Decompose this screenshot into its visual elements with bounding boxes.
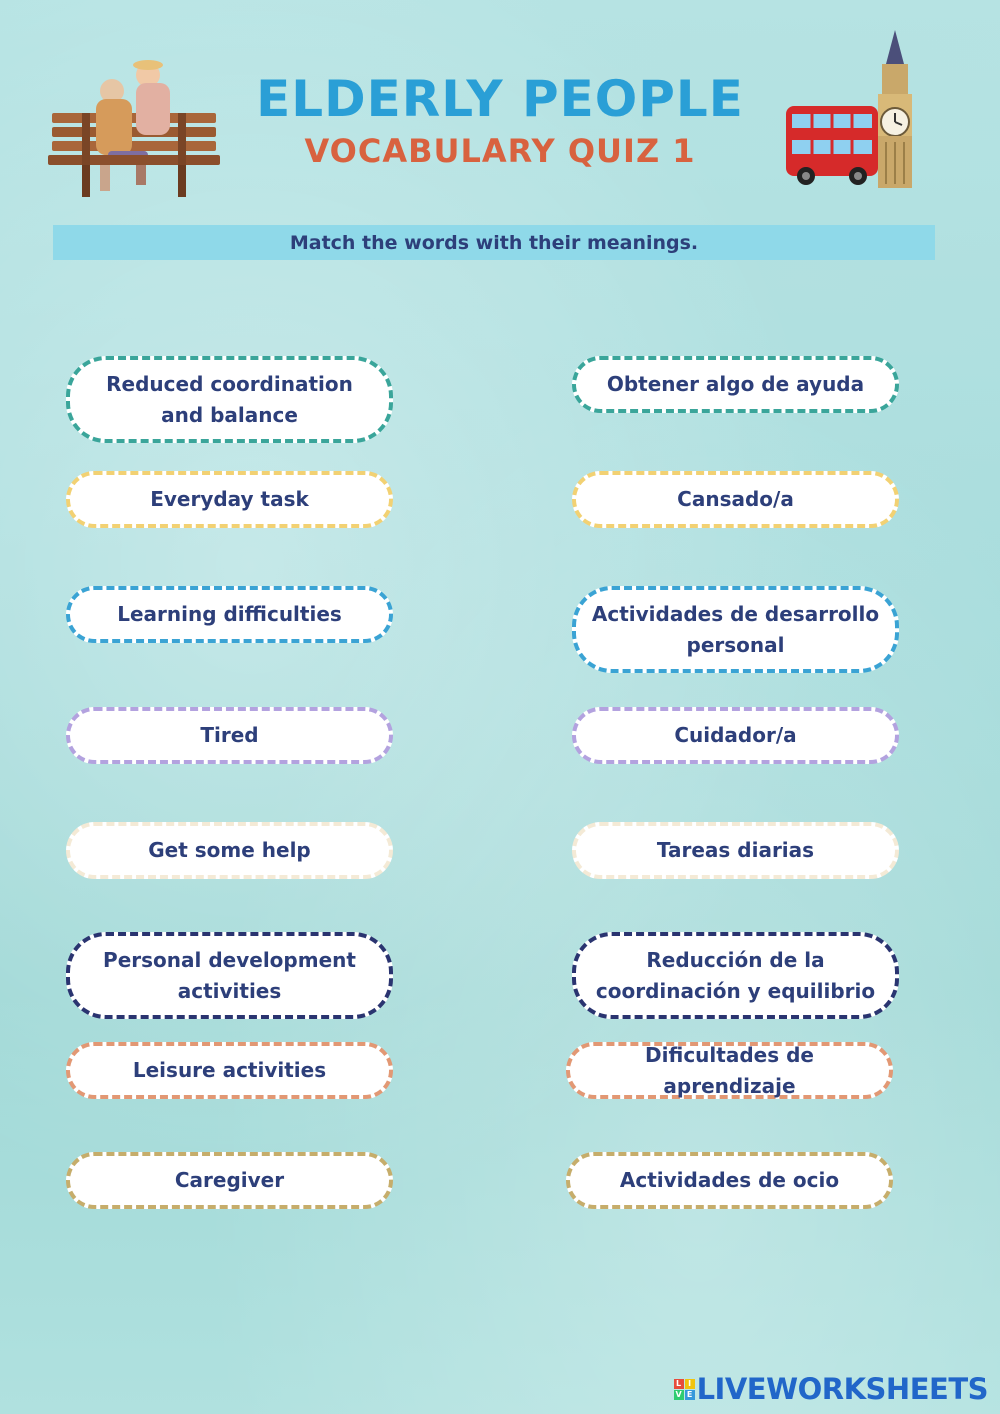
- english-word-card[interactable]: Leisure activities: [66, 1042, 393, 1099]
- spanish-word-card[interactable]: Cuidador/a: [572, 707, 899, 764]
- english-word-card[interactable]: Get some help: [66, 822, 393, 879]
- spanish-word-card[interactable]: Cansado/a: [572, 471, 899, 528]
- logo-letter: I: [685, 1379, 695, 1389]
- english-word-card[interactable]: Tired: [66, 707, 393, 764]
- english-word-card[interactable]: Everyday task: [66, 471, 393, 528]
- spanish-word-card[interactable]: Obtener algo de ayuda: [572, 356, 899, 413]
- logo-letter: V: [675, 1390, 682, 1399]
- page-subtitle: VOCABULARY QUIZ 1: [304, 132, 696, 170]
- instruction-bar: [53, 225, 935, 260]
- english-word-card[interactable]: Learning difficulties: [66, 586, 393, 643]
- english-word-card[interactable]: Personal development activities: [66, 932, 393, 1019]
- page-title: ELDERLY PEOPLE: [256, 70, 744, 128]
- english-word-card[interactable]: Reduced coordination and balance: [66, 356, 393, 443]
- liveworksheets-brand-text: LIVEWORKSHEETS: [696, 1372, 988, 1406]
- instruction-text: Match the words with their meanings.: [289, 231, 699, 254]
- liveworksheets-logo[interactable]: [674, 1372, 988, 1406]
- spanish-word-card[interactable]: Actividades de ocio: [566, 1152, 893, 1209]
- liveworksheets-icon: [674, 1379, 695, 1400]
- spanish-word-card[interactable]: Reducción de la coordinación y equilibrio: [572, 932, 899, 1019]
- spanish-word-card[interactable]: Tareas diarias: [572, 822, 899, 879]
- logo-letter: E: [685, 1390, 695, 1400]
- logo-letter: L: [674, 1379, 684, 1389]
- english-word-card[interactable]: Caregiver: [66, 1152, 393, 1209]
- spanish-word-card[interactable]: Dificultades de aprendizaje: [566, 1042, 893, 1099]
- spanish-word-card[interactable]: Actividades de desarrollo personal: [572, 586, 899, 673]
